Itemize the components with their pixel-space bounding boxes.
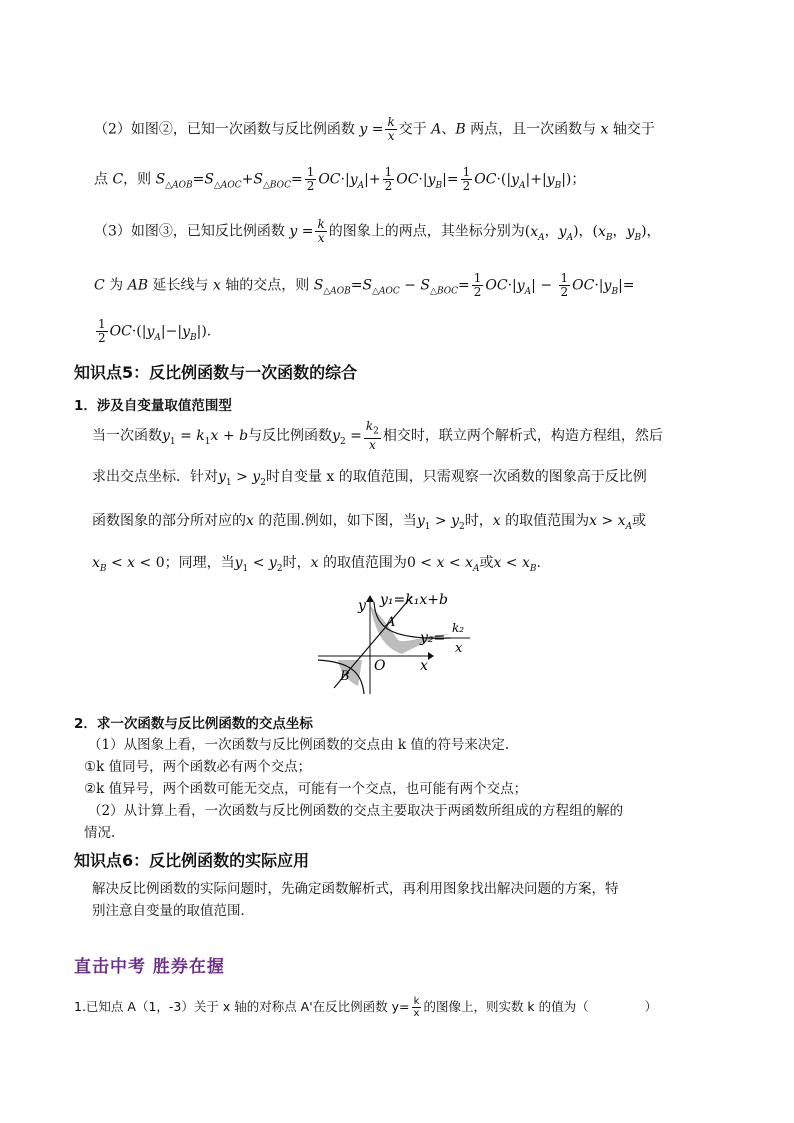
kp6-p1: 解决反比例函数的实际问题时，先确定函数解析式，再利用图象找出解决问题的方案，特 [92,881,619,897]
label-A: A [386,615,396,630]
kp5-s5: 情况. [84,825,116,841]
kp5-s3: ②k 值异号，两个函数可能无交点，可能有一个交点，也可能有两个交点； [84,781,528,797]
label-k2: k₂ [452,621,465,635]
kp6-body [92,878,724,922]
label-y2: y₂= [420,630,446,646]
label-x-denominator: x [455,641,463,656]
label-y: y [358,598,366,614]
label-B: B [340,669,350,684]
para3-line3: $\frac{1}{2}$ $OC\cdot(|y_A|-|y_B|)$. [98,317,212,345]
kp5-sub1: 1．涉及自变量取值范围型 [74,398,232,414]
kp5-sub2: 2．求一次函数与反比例函数的交点坐标 [74,716,313,732]
function-graph-figure [310,588,490,698]
para2-line2: 点 C，则 $S_{\triangle AOB}=S_{\triangle AOC}+S_{\triangle BOC}=$ $\frac{1}{2}$ $OC\cdot|y_A|+$ $\frac{1}{2}$ $OC\cdot|y_B|=$ $\frac{1}{2}$ $OC\cdot(|y_A|+|y_B|)$； [94,165,586,193]
para3-line2: C 为 AB 延长线与 x 轴的交点，则 $S_{\triangle AOB}=S_{\triangle AOC} - S_{\triangle BOC}=$ $\frac{1}{2}$ $OC\cdot|y_A|$ − $\frac{1}{2}$ $OC\cdot|y_B|=$ [94,271,635,299]
kp5-p1: 当一次函数$y_1 = k_1x + b$与反比例函数$y_2$ = $\frac{k_2}{x}$ 相交时，联立两个解析式，构造方程组，然后 [92,419,663,453]
kp5-title: 知识点5：反比例函数与一次函数的综合 [74,363,358,382]
label-line-eq: y₁=k₁x+b [380,592,448,608]
question-1: 1.已知点 A（1，-3）关于 x 轴的对称点 A'在反比例函数 y= $\frac{k}{x}$ 的图像上，则实数 k 的值为（ ） [74,996,658,1019]
kp5-p4: $x_B < x < 0$；同理，当$y_1 < y_2$时，x 的取值范围为$0 < x < x_A$或$x < x_B$. [92,555,541,574]
label-x: x [420,658,428,674]
kp6-p2: 别注意自变量的取值范围． [92,903,254,919]
kp5-p2: 求出交点坐标．针对$y_1 > y_2$时自变量 x 的取值范围，只需观察一次函数的图象高于反比例 [92,469,647,488]
kp5-section2-body [84,734,720,844]
para3-line1: （3）如图③，已知反比例函数 y = $\frac{k}{x}$ 的图象上的两点，其坐标分别为($x_A$，$y_A$)，($x_B$，$y_B$)， [94,217,661,245]
fraction-k-over-x: $\frac{k}{x}$ [387,115,395,143]
label-O: O [374,658,386,674]
kp6-title: 知识点6：反比例函数的实际应用 [74,851,310,870]
kp5-s1: （1）从图象上看，一次函数与反比例函数的交点由 k 值的符号来决定. [88,737,510,753]
kp5-s4: （2）从计算上看，一次函数与反比例函数的交点主要取决于两函数所组成的方程组的解的 [88,803,624,819]
kp5-p3: 函数图象的部分所对应的x 的范围.例如，如下图，当$y_1 > y_2$时，x 的取值范围为$x > x_A$或 [92,513,647,532]
kp5-s2: ①k 值同号，两个函数必有两个交点； [84,759,312,775]
para2-line1: （2）如图②，已知一次函数与反比例函数 y = $\frac{k}{x}$ 交于 A、B 两点，且一次函数与 x 轴交于 [94,115,655,143]
section-title: 直击中考 胜券在握 [74,957,225,977]
